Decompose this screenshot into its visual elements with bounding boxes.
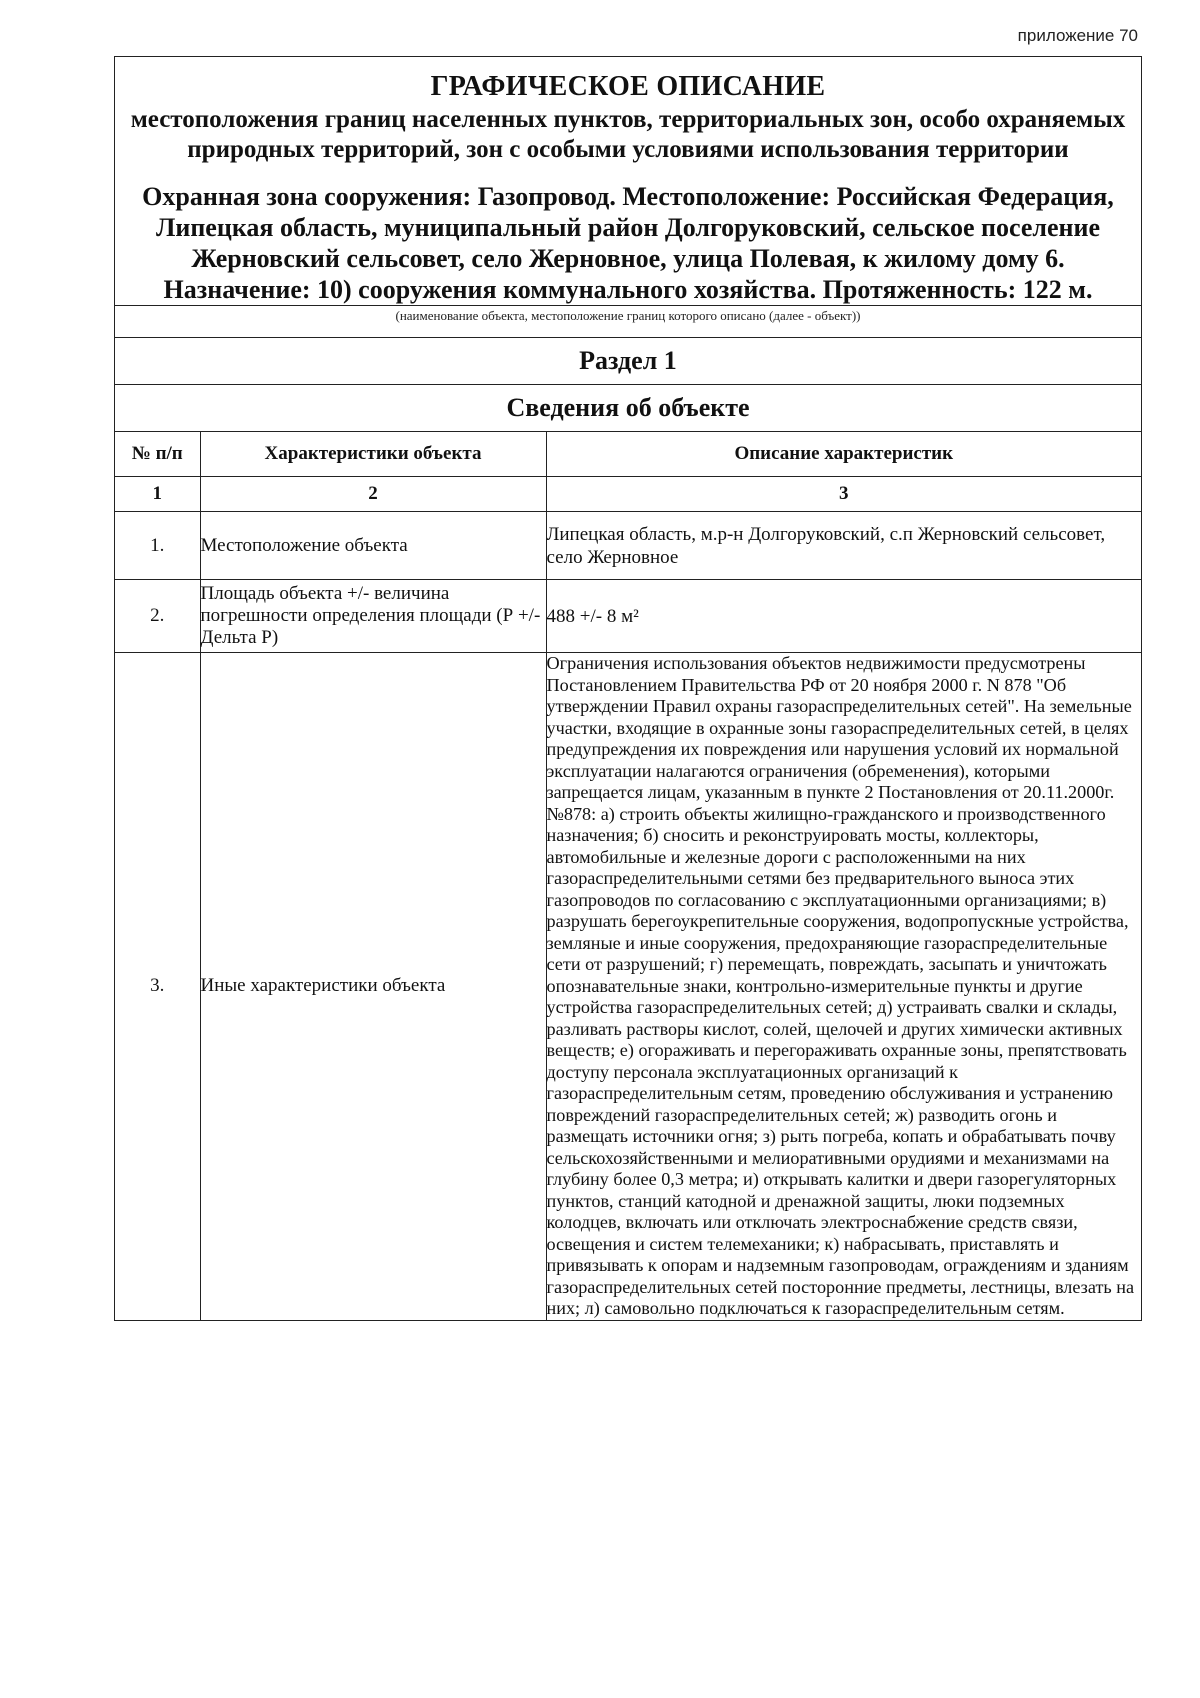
column-index-2: 2 bbox=[200, 477, 546, 512]
object-name-caption: (наименование объекта, местоположение границ которого описано (далее - объект)) bbox=[115, 305, 1141, 337]
table-row bbox=[115, 512, 1141, 580]
section-subtitle: Сведения об объекте bbox=[115, 384, 1141, 431]
header-number: № п/п bbox=[115, 432, 200, 477]
section-title: Раздел 1 bbox=[115, 337, 1141, 384]
table-header-row bbox=[115, 432, 1141, 477]
object-info-table bbox=[115, 431, 1141, 1320]
document-subtitle: местоположения границ населенных пунктов, территориальных зон, особо охраняемых природных территорий, зон с особыми условиями использования территории bbox=[130, 106, 1126, 163]
document-frame bbox=[114, 56, 1142, 1321]
row-number: 3. bbox=[115, 653, 200, 1320]
row-characteristic: Площадь объекта +/- величина погрешности определения площади (Р +/- Дельта Р) bbox=[200, 580, 546, 653]
row-description: 488 +/- 8 м² bbox=[546, 580, 1141, 653]
table-row bbox=[115, 580, 1141, 653]
row-description: Ограничения использования объектов недвижимости предусмотрены Постановлением Правительства РФ от 20 ноября 2000 г. N 878 "Об утверждении Правил охраны газораспределительных сетей". На земельные участки, входящие в охранные зоны газораспределительных сетей, в целях предупреждения их повреждения или нарушения условий их нормальной эксплуатации налагаются ограничения (обременения), которыми запрещается лицам, указанным в пункте 2 Постановления от 20.11.2000г. №878: а) строить объекты жилищно-гражданского и производственного назначения; б) сносить и реконструировать мосты, коллекторы, автомобильные и железные дороги с расположенными на них газораспределительными сетями без предварительного выноса этих газопроводов по согласованию с эксплуатационными организациями; в) разрушать берегоукрепительные сооружения, водопропускные устройства, земляные и иные сооружения, предохраняющие газораспределительные сети от разрушений; г) перемещать, повреждать, засыпать и уничтожать опознавательные знаки, контрольно-измерительные пункты и другие устройства газораспределительных сетей; д) устраивать свалки и склады, разливать растворы кислот, солей, щелочей и других химически активных веществ; е) огораживать и перегораживать охранные зоны, препятствовать доступу персонала эксплуатационных организаций к газораспределительным сетям, проведению обслуживания и устранению повреждений газораспределительных сетей; ж) разводить огонь и размещать источники огня; з) рыть погреба, копать и обрабатывать почву сельскохозяйственными и мелиоративными орудиями и механизмами на глубину более 0,3 метра; и) открывать калитки и двери газорегуляторных пунктов, станций катодной и дренажной защиты, люки подземных колодцев, включать или отключать электроснабжение средств связи, освещения и систем телемеханики; к) набрасывать, приставлять и привязывать к опорам и надземным газопроводам, ограждениям и зданиям газораспределительных сетей посторонние предметы, лестницы, влезать на них; л) самовольно подключаться к газораспределительным сетям. bbox=[546, 653, 1141, 1320]
table-row bbox=[115, 653, 1141, 1320]
object-name: Охранная зона сооружения: Газопровод. Местоположение: Российская Федерация, Липецкая область, муниципальный район Долгоруковский, сельское поселение Жерновский сельсовет, село Жерновное, улица Полевая, к жилому дому 6. Назначение: 10) сооружения коммунального хозяйства. Протяженность: 122 м. bbox=[142, 182, 1114, 304]
row-number: 1. bbox=[115, 512, 200, 580]
appendix-label: приложение 70 bbox=[1017, 26, 1138, 45]
row-description: Липецкая область, м.р-н Долгоруковский, с.п Жерновский сельсовет, село Жерновное bbox=[546, 512, 1141, 580]
row-characteristic: Местоположение объекта bbox=[200, 512, 546, 580]
row-number: 2. bbox=[115, 580, 200, 653]
document-header bbox=[115, 57, 1141, 305]
document-title: ГРАФИЧЕСКОЕ ОПИСАНИЕ bbox=[430, 71, 826, 102]
header-characteristic: Характеристики объекта bbox=[200, 432, 546, 477]
row-characteristic: Иные характеристики объекта bbox=[200, 653, 546, 1320]
table-index-row bbox=[115, 477, 1141, 512]
header-description: Описание характеристик bbox=[546, 432, 1141, 477]
column-index-1: 1 bbox=[115, 477, 200, 512]
column-index-3: 3 bbox=[546, 477, 1141, 512]
